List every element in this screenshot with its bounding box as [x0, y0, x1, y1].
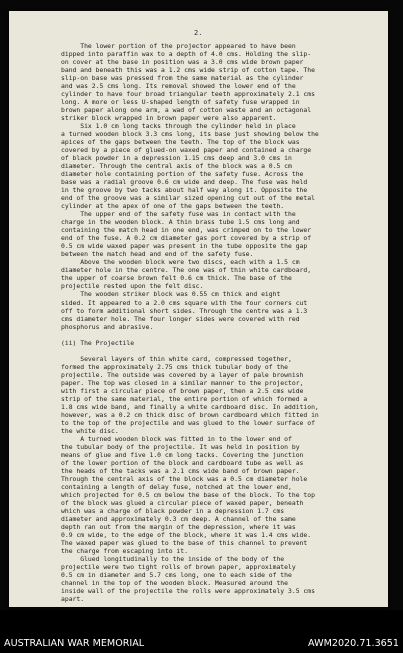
text-line: however, was a 0.2 cm thick disc of brown cardboard which fitted in — [61, 410, 319, 419]
text-line: containing the match head in one end, was crimped on to the lower — [61, 226, 312, 235]
text-line: which was a charge of black powder in a depression 1.7 cms — [61, 506, 285, 515]
text-line: Glued longitudinally to the inside of the body of the — [61, 555, 285, 563]
text-line: diameter hole containing portion of the safety fuse. Across the — [61, 170, 304, 179]
text-line: containing a length of delay fuse, notched at the lower end, — [61, 482, 292, 491]
text-line: covered by a piece of glued-on waxed paper and contained a charge — [61, 146, 312, 155]
text-line: Through the central axis of the block was a 0.5 cm diameter hole — [61, 474, 308, 483]
text-line: diameter and approximately 0.3 cm deep. A channel of the same — [61, 514, 296, 523]
text-line: 0.9 cm wide, to the edge of the block, where it was 1.4 cms wide. — [61, 530, 312, 539]
text-line — [61, 347, 369, 355]
text-line: cylinder to have four broad triangular teeth approximately 2.1 cms — [61, 90, 315, 99]
page-number: 2. — [194, 29, 203, 37]
text-line: long. A more or less U-shaped length of safety fuse wrapped in — [61, 98, 300, 107]
footer-institution: AUSTRALIAN WAR MEMORIAL — [4, 638, 145, 649]
text-line: 0.5 cm wide waxed paper was present in the tube opposite the gap — [61, 242, 308, 251]
text-line: diameter. Through the central axis of the block was a 0.5 cm — [61, 162, 292, 171]
text-line: in the groove by two tacks about half way along it. Opposite the — [61, 186, 308, 195]
text-line: dipped into paraffin wax to a depth of 4.0 cms. Holding the slip- — [61, 50, 312, 59]
text-line: to the top of the projectile and was glued to the lower surface of — [61, 418, 315, 427]
text-line: apices of the gaps between the teeth. The top of the block was — [61, 138, 300, 147]
text-line: a turned wooden block 3.3 cms long, its base just showing below the — [61, 130, 319, 139]
text-line: the white disc. — [61, 426, 119, 435]
text-line: strip of the same material, the entire portion of which formed a — [61, 394, 308, 403]
text-line: slip-on base was pressed from the same material as the cylinder — [61, 74, 304, 83]
text-line: of black powder in a depression 1.15 cms deep and 3.0 cms in — [61, 154, 292, 163]
text-line: of the block was glued a circular piece of waxed paper, beneath — [61, 498, 304, 507]
text-line: apart. — [61, 595, 85, 604]
text-line: the upper of coarse brown felt 0.6 cm thick. The base of the — [61, 274, 292, 283]
text-line: of the lower portion of the block and cardboard tube as well as — [61, 458, 304, 467]
text-line: off to form additional short sides. Through the centre was a 1.3 — [61, 306, 308, 315]
text-line: with first a circular piece of brown paper, then a 2.5 cms wide — [61, 386, 304, 395]
text-line: sided. It appeared to a 2.0 cms square with the four corners cut — [61, 298, 308, 307]
text-line: The wooden striker block was 0.55 cm thick and eight — [61, 290, 281, 299]
text-line: 0.5 cm in diameter and 5.7 cms long, one to each side of the — [61, 571, 292, 580]
text-line: on cover at the base in position was a 3.0 cms wide brown paper — [61, 58, 304, 67]
text-line: end of the groove was a similar sized opening cut out of the metal — [61, 194, 315, 203]
document-body — [61, 42, 369, 603]
text-line: The upper end of the safety fuse was in contact with the — [61, 210, 296, 219]
text-line: 1.8 cms wide band, and finally a white cardboard disc. In addition, — [61, 402, 319, 411]
text-line: brown paper along one arm, a wad of cotton waste and an octagonal — [61, 106, 312, 115]
footer-accession-number: AWM2020.71.3651 — [308, 638, 399, 649]
text-line: striker block wrapped in brown paper were also apparent. — [61, 114, 277, 123]
text-line: The lower portion of the projector appeared to have been — [61, 42, 296, 50]
text-line: which projected for 0.5 cm below the base of the block. To the top — [61, 490, 315, 499]
text-line: phosphorus and abrasive. — [61, 322, 154, 331]
text-line: A turned wooden block was fitted in to the lower end of — [61, 434, 292, 443]
text-line: Several layers of thin white card, compressed together, — [61, 354, 292, 363]
text-line: base was a radial groove 0.6 cm wide and deep. The fuse was held — [61, 178, 308, 187]
text-line: inside wall of the projectile the rolls were approximately 3.5 cms — [61, 587, 315, 596]
text-line: the heads of the tacks was a 2.1 cms wide band of brown paper. — [61, 466, 300, 475]
text-line: formed the approximately 2.75 cms thick tubular body of the — [61, 362, 289, 371]
text-line: Above the wooden block were two discs, each with a 1.5 cm — [61, 258, 300, 267]
text-line: cms diameter hole. The four longer sides were covered with red — [61, 314, 300, 323]
text-line: means of glue and five 1.0 cm long tacks. Covering the junction — [61, 450, 304, 459]
text-line: Six 1.0 cm long tacks through the cylinder held in place — [61, 122, 296, 131]
text-line: the charge from escaping into it. — [61, 546, 188, 555]
text-line: end of the fuse. A 0.2 cm diameter gas port covered by a strip of — [61, 234, 312, 243]
text-line: cylinder at the apex of one of the gaps between the teeth. — [61, 202, 285, 211]
text-line: the tubular body of the projectile. It was held in position by — [61, 442, 300, 451]
text-line: and was 2.5 cms long. Its removal showed the lower end of the — [61, 82, 296, 91]
text-line: diameter hole in the centre. The one was of thin white cardboard, — [61, 266, 312, 275]
text-line: The waxed paper was glued to the base of this channel to prevent — [61, 538, 308, 547]
text-line: projectile were two tight rolls of brown paper, approximately — [61, 563, 296, 572]
document-page — [9, 11, 388, 607]
text-line: projectile. The outside was covered by a layer of pale brownish — [61, 370, 304, 379]
text-line: between the match head and end of the safety fuse. — [61, 250, 254, 259]
text-line: (ii) The Projectile — [61, 338, 135, 347]
text-line: channel in the top of the wooden block. Measured around the — [61, 579, 289, 588]
text-line: paper. The top was closed in a similar manner to the projector, — [61, 378, 304, 387]
text-line — [61, 331, 369, 339]
text-line: depth ran out from the margin of the depression, where it was — [61, 522, 296, 531]
text-line: band and beneath this was a 1.2 cms wide strip of cotton tape. The — [61, 66, 315, 75]
text-line: projectile rested upon the felt disc. — [61, 282, 204, 291]
text-line: charge in the wooden block. A thin brass tube 1.5 cms long and — [61, 218, 300, 227]
